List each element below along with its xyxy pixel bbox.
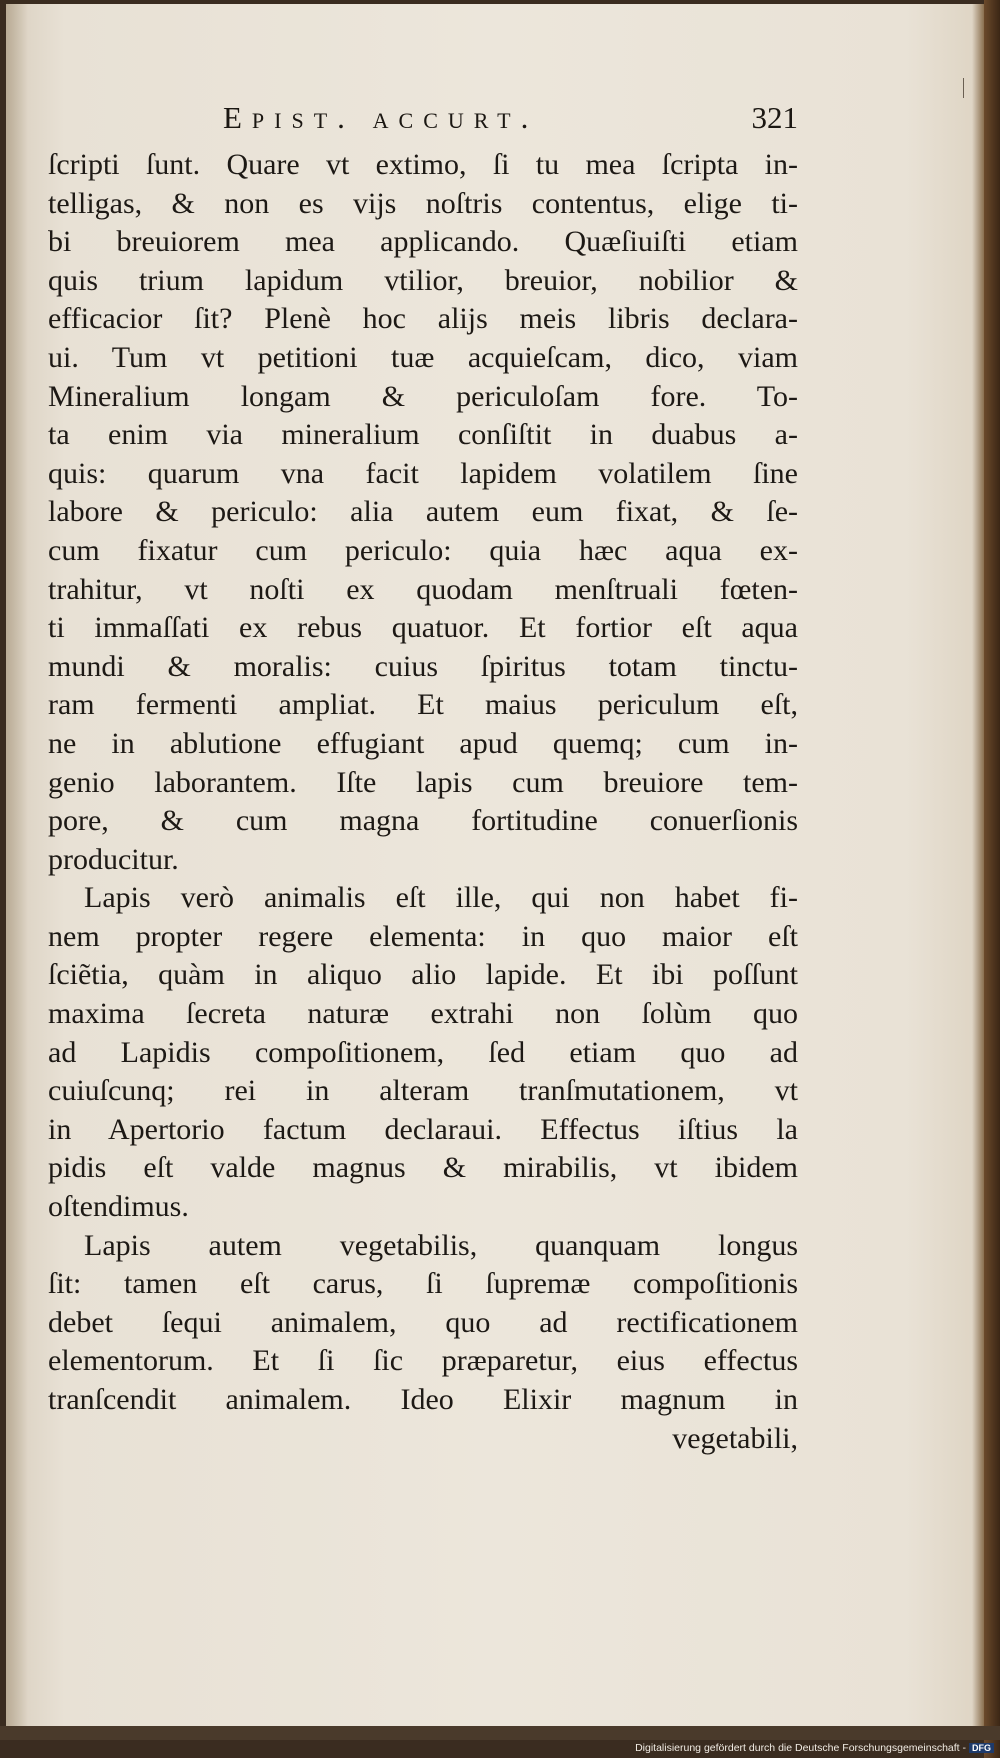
text-line: Lapis verò animalis eſt ille, qui non habet fi- <box>84 881 798 915</box>
scan-bottom-band <box>0 1726 1000 1740</box>
page-edge-shadow <box>972 4 984 1726</box>
text-line: ſcripti ſunt. Quare vt extimo, ſi tu mea ſcripta in- <box>48 148 798 181</box>
text-line: Mineralium longam & periculoſam fore. To- <box>48 379 798 413</box>
text-line: elementorum. Et ſi ſic præparetur, eius effectus <box>48 1344 798 1378</box>
text-line: efficacior ſit? Plenè hoc alijs meis libris declara- <box>48 302 798 336</box>
cover-board-edge <box>984 0 1000 1758</box>
running-head: Epist. accurt. <box>223 100 539 135</box>
page-gutter-shadow <box>6 4 28 1726</box>
text-line: nem propter regere elementa: in quo maior eſt <box>48 919 798 953</box>
text-line: Lapis autem vegetabilis, quanquam longus <box>84 1228 798 1262</box>
margin-mark <box>963 78 964 98</box>
text-line: ti immaſſati ex rebus quatuor. Et fortior eſt aqua <box>48 611 798 645</box>
text-line: cuiuſcunq; rei in alteram tranſmutationem, vt <box>48 1074 798 1108</box>
text-line: cum fixatur cum periculo: quia hæc aqua ex- <box>48 533 798 567</box>
text-line: mundi & moralis: cuius ſpiritus totam tinctu- <box>48 649 798 683</box>
text-line: ſit: tamen eſt carus, ſi ſupremæ compoſitionis <box>48 1267 798 1301</box>
text-line: ui. Tum vt petitioni tuæ acquieſcam, dico, viam <box>48 340 798 374</box>
text-line: in Apertorio factum declaraui. Effectus iſtius la <box>48 1112 798 1146</box>
text-line: pidis eſt valde magnus & mirabilis, vt ibidem <box>48 1151 798 1185</box>
text-line: labore & periculo: alia autem eum fixat, & ſe- <box>48 495 798 529</box>
catchword: vegetabili, <box>672 1421 798 1455</box>
page-header <box>48 100 798 144</box>
text-line: ad Lapidis compoſitionem, ſed etiam quo ad <box>48 1035 798 1069</box>
text-line: genio laborantem. Iſte lapis cum breuiore tem- <box>48 765 798 799</box>
credit-text: Digitalisierung gefördert durch die Deutsche Forschungsgemeinschaft - <box>635 1742 966 1754</box>
text-line: oſtendimus. <box>48 1190 189 1224</box>
body-text <box>48 146 798 1458</box>
text-line: pore, & cum magna fortitudine conuerſionis <box>48 804 798 838</box>
text-line: debet ſequi animalem, quo ad rectificationem <box>48 1305 798 1339</box>
text-line: trahitur, vt noſti ex quodam menſtruali fœten- <box>48 572 798 606</box>
text-line: quis trium lapidum vtilior, breuior, nobilior & <box>48 263 798 297</box>
text-line: bi breuiorem mea applicando. Quæſiuiſti etiam <box>48 225 798 259</box>
text-line: producitur. <box>48 842 179 876</box>
text-line: tranſcendit animalem. Ideo Elixir magnum in <box>48 1383 798 1416</box>
digitization-credit <box>635 1742 994 1754</box>
page-number: 321 <box>751 100 798 135</box>
text-line: ne in ablutione effugiant apud quemq; cum in- <box>48 726 798 760</box>
text-line: ram fermenti ampliat. Et maius periculum eſt, <box>48 688 798 722</box>
text-line: telligas, & non es vijs noſtris contentus, elige ti- <box>48 186 798 220</box>
text-line: quis: quarum vna facit lapidem volatilem ſine <box>48 456 798 490</box>
text-line: ſciẽtia, quàm in aliquo alio lapide. Et ibi poſſunt <box>48 958 798 992</box>
dfg-logo: DFG <box>969 1743 994 1753</box>
text-line: maxima ſecreta naturæ extrahi non ſolùm quo <box>48 997 798 1031</box>
text-line: ta enim via mineralium conſiſtit in duabus a- <box>48 418 798 452</box>
